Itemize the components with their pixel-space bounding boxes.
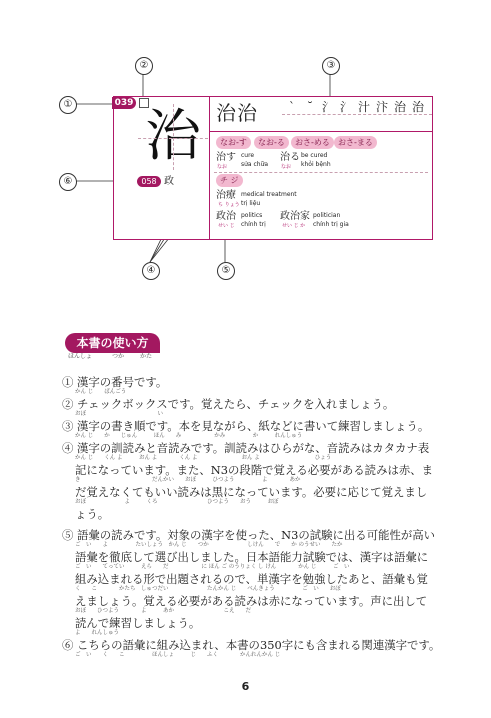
vocab-vietnamese: trị liệu: [241, 200, 261, 207]
callout-4: ④: [142, 262, 160, 280]
stroke-step: `: [289, 100, 295, 114]
stroke-step: 氵: [339, 100, 352, 114]
explanation-ruby: く こ かたち しゅつだい たんかん じ べんきょう ご い おぼ: [75, 586, 341, 592]
vocab-meaning: be cured: [301, 152, 328, 159]
explanation-1: ① 漢字の番号です。: [62, 375, 168, 389]
kun-reading-pill: おさ-まる: [334, 136, 377, 149]
explanation-ruby: き だんかい おぼ ひつよう よ あか: [75, 477, 301, 483]
print-forms: 治治: [216, 101, 258, 125]
explanation-ruby: ご い く こ ほんしょ じ ふく かんれんかん じ: [75, 652, 281, 658]
vocab-word: 政治: [216, 211, 236, 222]
on-reading-pill: チ ジ: [216, 174, 243, 187]
explanation-3: ③ 漢字の書き順です。本を見ながら、紙などに書いて練習しましょう。: [62, 419, 430, 433]
explanation-4: ④ 漢字の訓読みと音読みです。訓読みはひらがな、音読みはカタカナ表: [62, 441, 430, 455]
callout-5: ⑤: [217, 262, 235, 280]
explanation-4-line: ょう。: [75, 507, 110, 521]
callout-6: ⑥: [59, 173, 77, 191]
stroke-step: 汁: [357, 100, 370, 114]
related-kanji: 政: [164, 176, 174, 187]
explanation-ruby: ご い よ たいしょう かん じ つか しけん で か のうせい たか: [75, 542, 343, 548]
heading-ruby: つか: [112, 353, 125, 360]
vocab-vietnamese: chính trị: [241, 221, 266, 228]
stroke-step: 治: [393, 100, 406, 114]
kun-reading-pill: なお-す: [216, 136, 251, 149]
vocab-ruby: ち りょう: [218, 202, 240, 208]
kun-reading-pill: なお-る: [254, 136, 289, 149]
explanation-ruby: ご い てってい えら だ に ほん ご のうりょく し けん かん じ ご い: [75, 564, 350, 570]
explanation-2: ② チェックボックスです。覚えたら、チェックを入れましょう。: [62, 397, 395, 411]
stroke-guide: [282, 114, 432, 115]
explanation-4-line: だ覚えなくてもいい読みは黒になっています。必要に応じて覚えまし: [75, 485, 428, 499]
vocab-meaning: politician: [313, 212, 341, 219]
main-kanji: 治: [145, 104, 201, 169]
stroke-step: 汴: [375, 100, 388, 114]
callout-1: ①: [59, 96, 77, 114]
explanation-ruby: おぼ ひつよう よ あか こえ だ: [75, 608, 252, 614]
stroke-step: 治: [411, 100, 424, 114]
stroke-step: 氵: [321, 100, 334, 114]
vocab-word: 治る: [280, 152, 300, 163]
explanation-5-line: 語彙を徹底して選び出しました。日本語能力試験では、漢字は語彙に: [75, 550, 429, 564]
card-separator: [214, 172, 428, 173]
heading-ruby: ほんしょ: [68, 353, 93, 360]
card-divider-horizontal: [209, 131, 433, 132]
page-number: 6: [241, 680, 250, 693]
vocab-ruby: なお: [281, 164, 292, 170]
vocab-meaning: cure: [241, 152, 255, 159]
guide-line: [173, 104, 174, 170]
explanation-ruby: かん じ か じゅん ほん み かみ か れんしゅう: [75, 433, 303, 439]
vocab-vietnamese: chính trị gia: [313, 221, 349, 228]
explanation-ruby: おぼ い: [75, 411, 164, 417]
kanji-number-badge: 039: [112, 97, 136, 109]
card-divider-vertical: [209, 96, 210, 240]
explanation-ruby: かん じ ばんごう: [75, 389, 127, 395]
explanation-5-line: 読んで練習しましょう。: [75, 616, 201, 630]
stroke-step: ˘: [307, 100, 313, 114]
vocab-ruby: せい じ か: [282, 223, 306, 229]
explanation-5: ⑤ 語彙の読みです。対象の漢字を使った、N3の試験に出る可能性が高い: [62, 528, 436, 542]
vocab-vietnamese: khỏi bệnh: [301, 161, 331, 168]
vocab-meaning: politics: [241, 212, 263, 219]
explanation-ruby: かん じ くん よ おん よ くん よ おん よ ひょう: [75, 455, 332, 461]
vocab-word: 治す: [216, 152, 236, 163]
explanation-4-line: 記になっています。また、N3の段階で覚える必要がある読みは赤、ま: [75, 463, 434, 477]
vocab-word: 治療: [216, 190, 236, 201]
vocab-ruby: なお: [217, 164, 228, 170]
explanation-ruby: よ れんしゅう: [75, 630, 120, 636]
heading-ruby: かた: [140, 353, 153, 360]
vocab-vietnamese: sửa chữa: [241, 161, 269, 168]
kun-reading-pill: おさ-める: [291, 136, 334, 149]
vocab-ruby: せい じ: [218, 223, 235, 229]
explanation-ruby: おぼ よ くろ ひつよう おう おぼ: [75, 499, 279, 505]
explanation-6: ⑥ こちらの語彙に組み込まれ、本書の350字にも含まれる関連漢字です。: [62, 638, 441, 652]
section-heading: 本書の使い方: [65, 333, 160, 353]
vocab-word: 政治家: [280, 211, 310, 222]
explanation-5-line: 組み込まれる形で出題されるので、単漢字を勉強したあと、語彙も覚: [75, 572, 428, 586]
callout-3: ③: [322, 57, 340, 75]
explanation-5-line: えましょう。覚える必要がある読みは赤になっています。声に出して: [75, 594, 428, 608]
callout-2: ②: [135, 57, 153, 75]
related-kanji-badge: 058: [137, 176, 161, 187]
vocab-meaning: medical treatment: [241, 191, 297, 198]
